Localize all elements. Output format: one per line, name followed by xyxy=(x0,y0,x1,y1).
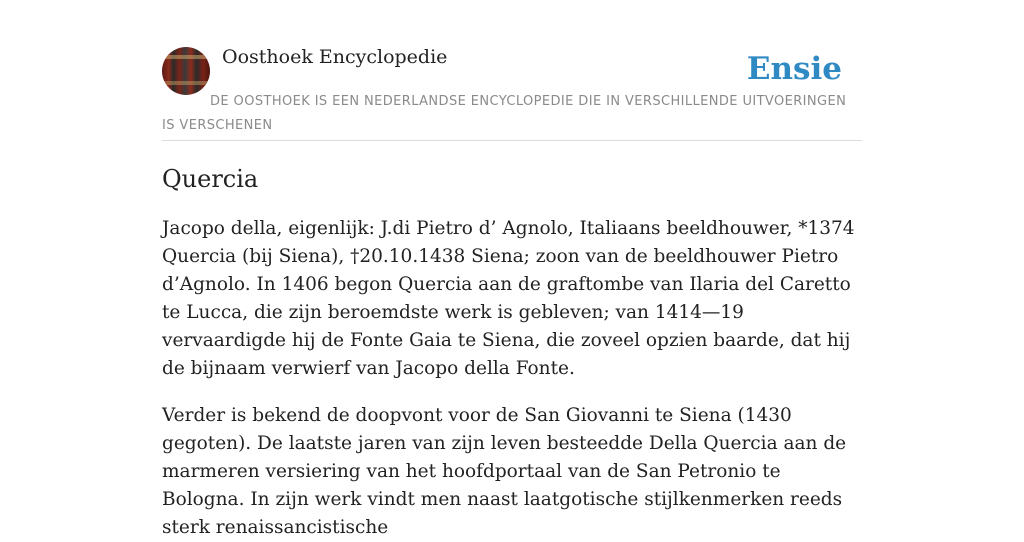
article-paragraph: Verder is bekend de doopvont voor de San Giovanni te Siena (1430 gegoten). De laatste jaren van zijn leven besteedde Della Quercia aan de marmeren versiering van het hoofdportaal van de San Petronio te Bologna. In zijn werk vindt men naast laatgotische stijlkenmerken reeds sterk renaissancistische xyxy=(162,405,847,538)
site-title[interactable]: Oosthoek Encyclopedie xyxy=(222,46,448,68)
site-header xyxy=(162,0,862,141)
encyclopedia-avatar[interactable] xyxy=(162,47,210,95)
page-content xyxy=(162,0,862,542)
brand-logo[interactable]: Ensie xyxy=(746,51,842,87)
article-paragraph: Jacopo della, eigenlijk: J.di Pietro d’ Agnolo, Italiaans beeldhouwer, *1374 Quercia (bij Siena), †20.10.1438 Siena; zoon van de beeldhouwer Pietro d’Agnolo. In 1406 begon Quercia aan de graftombe van Ilaria del Caretto te Lucca, die zijn beroemdste werk is gebleven; van 1414—19 vervaardigde hij de Fonte Gaia te Siena, die zoveel opzien baarde, dat hij de bijnaam verwierf van Jacopo della Fonte. xyxy=(162,218,855,379)
site-tagline: DE OOSTHOEK IS EEN NEDERLANDSE ENCYCLOPEDIE DIE IN VERSCHILLENDE UITVOERINGEN IS VERSCHENEN xyxy=(162,94,847,133)
article-title: Quercia xyxy=(162,165,259,193)
